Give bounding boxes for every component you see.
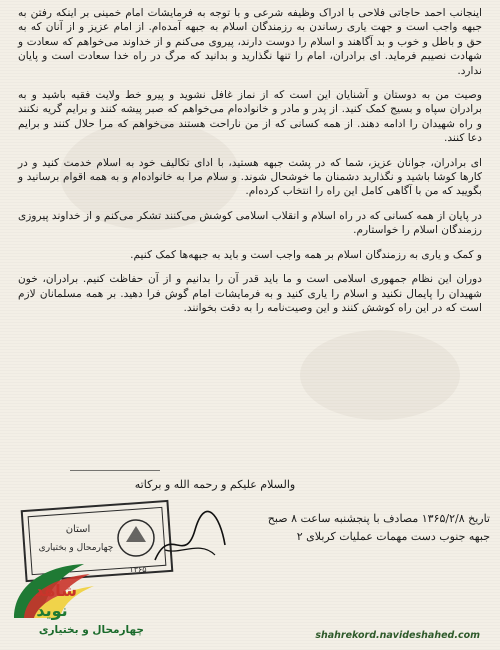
navideshahed-logo (4, 556, 100, 626)
logo-text-shahed: شاهد (34, 581, 78, 600)
handwritten-signature (150, 505, 230, 575)
letter-body (18, 6, 482, 325)
letter-paragraph: دوران این نظام جمهوری اسلامی است و ما باید قدر آن را بدانیم و از آن حفاظت کنیم. برادران، خون شهیدان را پایمال نکنید و اسلام را یاری کنید و به فرمایشات امام گوش فرا دهید. بر همه مسلمانان لازم است که در این راه کوشش کنند و این وصیت‌نامه را به دقت بخوانند. (18, 273, 482, 314)
date-line: تاریخ ۱۳۶۵/۲/۸ مصادف با پنجشنبه ساعت ۸ صبح (267, 512, 490, 525)
website-url[interactable]: shahrekord.navideshahed.com (315, 630, 480, 641)
letter-paragraph: وصیت من به دوستان و آشنایان این است که از نماز غافل نشوید و پیرو خط ولایت فقیه باشید و به برادران سپاه و بسیج کمک کنید. از پدر و مادر و خانواده‌ام می‌خواهم که صبر پیشه کنند و برایم گریه نکنند و راه شهیدان را ادامه دهند. از همه کسانی که از من ناراحت هستند می‌خواهم که مرا حلال کنند و برایم دعا کنند. (18, 89, 482, 145)
letter-paragraph: ای برادران، جوانان عزیز، شما که در پشت جبهه هستید، با ادای تکالیف خود به اسلام خدمت کنید و در کارها کوشا باشید و نگذارید دشمنان ما خوشحال شوند. و سلام مرا به خانواده‌ام و به همه اقوام برسانید و بگویید که من با آگاهی کامل این راه را انتخاب کرده‌ام. (18, 156, 482, 198)
region-label: چهارمحال و بختیاری (38, 624, 144, 636)
place-line: جبهه جنوب دست مهمات عملیات کربلای ۲ (296, 530, 490, 543)
paper-stain (300, 330, 460, 420)
stamp-text-bottom: چهارمحال و بختیاری (38, 543, 114, 553)
pen-stroke (70, 470, 160, 471)
closing-salutation: والسلام علیکم و رحمه الله و برکاته (134, 478, 296, 491)
logo-text-navid: نوید (36, 601, 68, 620)
stamp-number: ۱۳۶۵ (129, 565, 147, 574)
letter-paragraph: در پایان از همه کسانی که در راه اسلام و انقلاب اسلامی کوشش می‌کنند تشکر می‌کنم و از خداوند پیروزی رزمندگان اسلام را خواستارم. (18, 209, 482, 237)
stamp-text-top: استان (65, 524, 91, 535)
letter-paragraph: اینجانب احمد حاجاتی فلاحی با ادراک وظیفه شرعی و با توجه به فرمایشات امام خمینی بر اینکه رفتن به جبهه واجب است و جهت یاری رساندن به رزمندگان اسلام به جبهه آمده‌ام. از امام عزیز و از آنان که به حق و باطل و خوب و بد آگاهند و اسلام را دوست دارند، پیروی می‌کنم و از خداوند می‌خواهم که سعادت و شهادت نصیبم فرماید. ای برادران، امام را تنها نگذارید و بدانید که مرگ در راه خدا سعادت است و پایان ندارد. (18, 7, 482, 77)
date-block (240, 510, 490, 546)
letter-paragraph: و کمک و یاری به رزمندگان اسلام بر همه واجب است و باید به جبهه‌ها کمک کنیم. (130, 248, 482, 261)
